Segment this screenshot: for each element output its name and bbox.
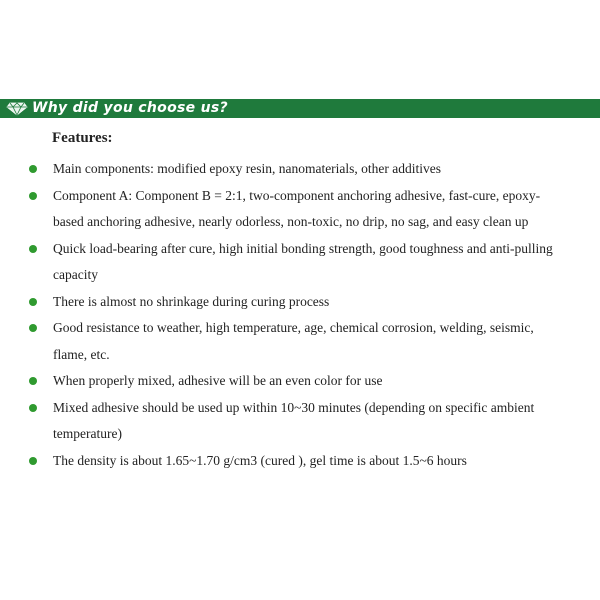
list-item bbox=[0, 448, 600, 475]
bullet-dot-icon bbox=[29, 377, 37, 385]
bullet-dot-icon bbox=[29, 324, 37, 332]
features-list bbox=[0, 156, 600, 474]
list-item bbox=[0, 289, 600, 316]
list-item-text: There is almost no shrinkage during curing process bbox=[53, 293, 330, 309]
list-item bbox=[0, 395, 600, 448]
list-item bbox=[0, 236, 600, 289]
list-item bbox=[0, 315, 600, 368]
list-item-text: The density is about 1.65~1.70 g/cm3 (cured ), gel time is about 1.5~6 hours bbox=[53, 452, 467, 468]
list-item bbox=[0, 156, 600, 183]
section-banner bbox=[0, 99, 600, 118]
list-item-text: Good resistance to weather, high temperature, age, chemical corrosion, welding, seismic, flame, etc. bbox=[53, 320, 534, 362]
bullet-dot-icon bbox=[29, 192, 37, 200]
diamond-icon bbox=[4, 99, 30, 118]
list-item-text: Mixed adhesive should be used up within 10~30 minutes (depending on specific ambient temperature) bbox=[53, 399, 535, 441]
bullet-dot-icon bbox=[29, 165, 37, 173]
list-item-text: Component A: Component B = 2:1, two-component anchoring adhesive, fast-cure, epoxy-based anchoring adhesive, nearly odorless, non-toxic, no drip, no sag, and easy clean up bbox=[53, 187, 541, 229]
bullet-dot-icon bbox=[29, 245, 37, 253]
bullet-dot-icon bbox=[29, 457, 37, 465]
list-item bbox=[0, 368, 600, 395]
list-item-text: Main components: modified epoxy resin, nanomaterials, other additives bbox=[53, 161, 442, 176]
list-item bbox=[0, 183, 600, 236]
banner-title: Why did you choose us? bbox=[32, 100, 228, 116]
features-heading: Features: bbox=[52, 130, 113, 146]
list-item-text: When properly mixed, adhesive will be an even color for use bbox=[53, 373, 383, 388]
list-item-text: Quick load-bearing after cure, high initial bonding strength, good toughness and anti-pulling capacity bbox=[53, 240, 553, 282]
bullet-dot-icon bbox=[29, 298, 37, 306]
bullet-dot-icon bbox=[29, 404, 37, 412]
